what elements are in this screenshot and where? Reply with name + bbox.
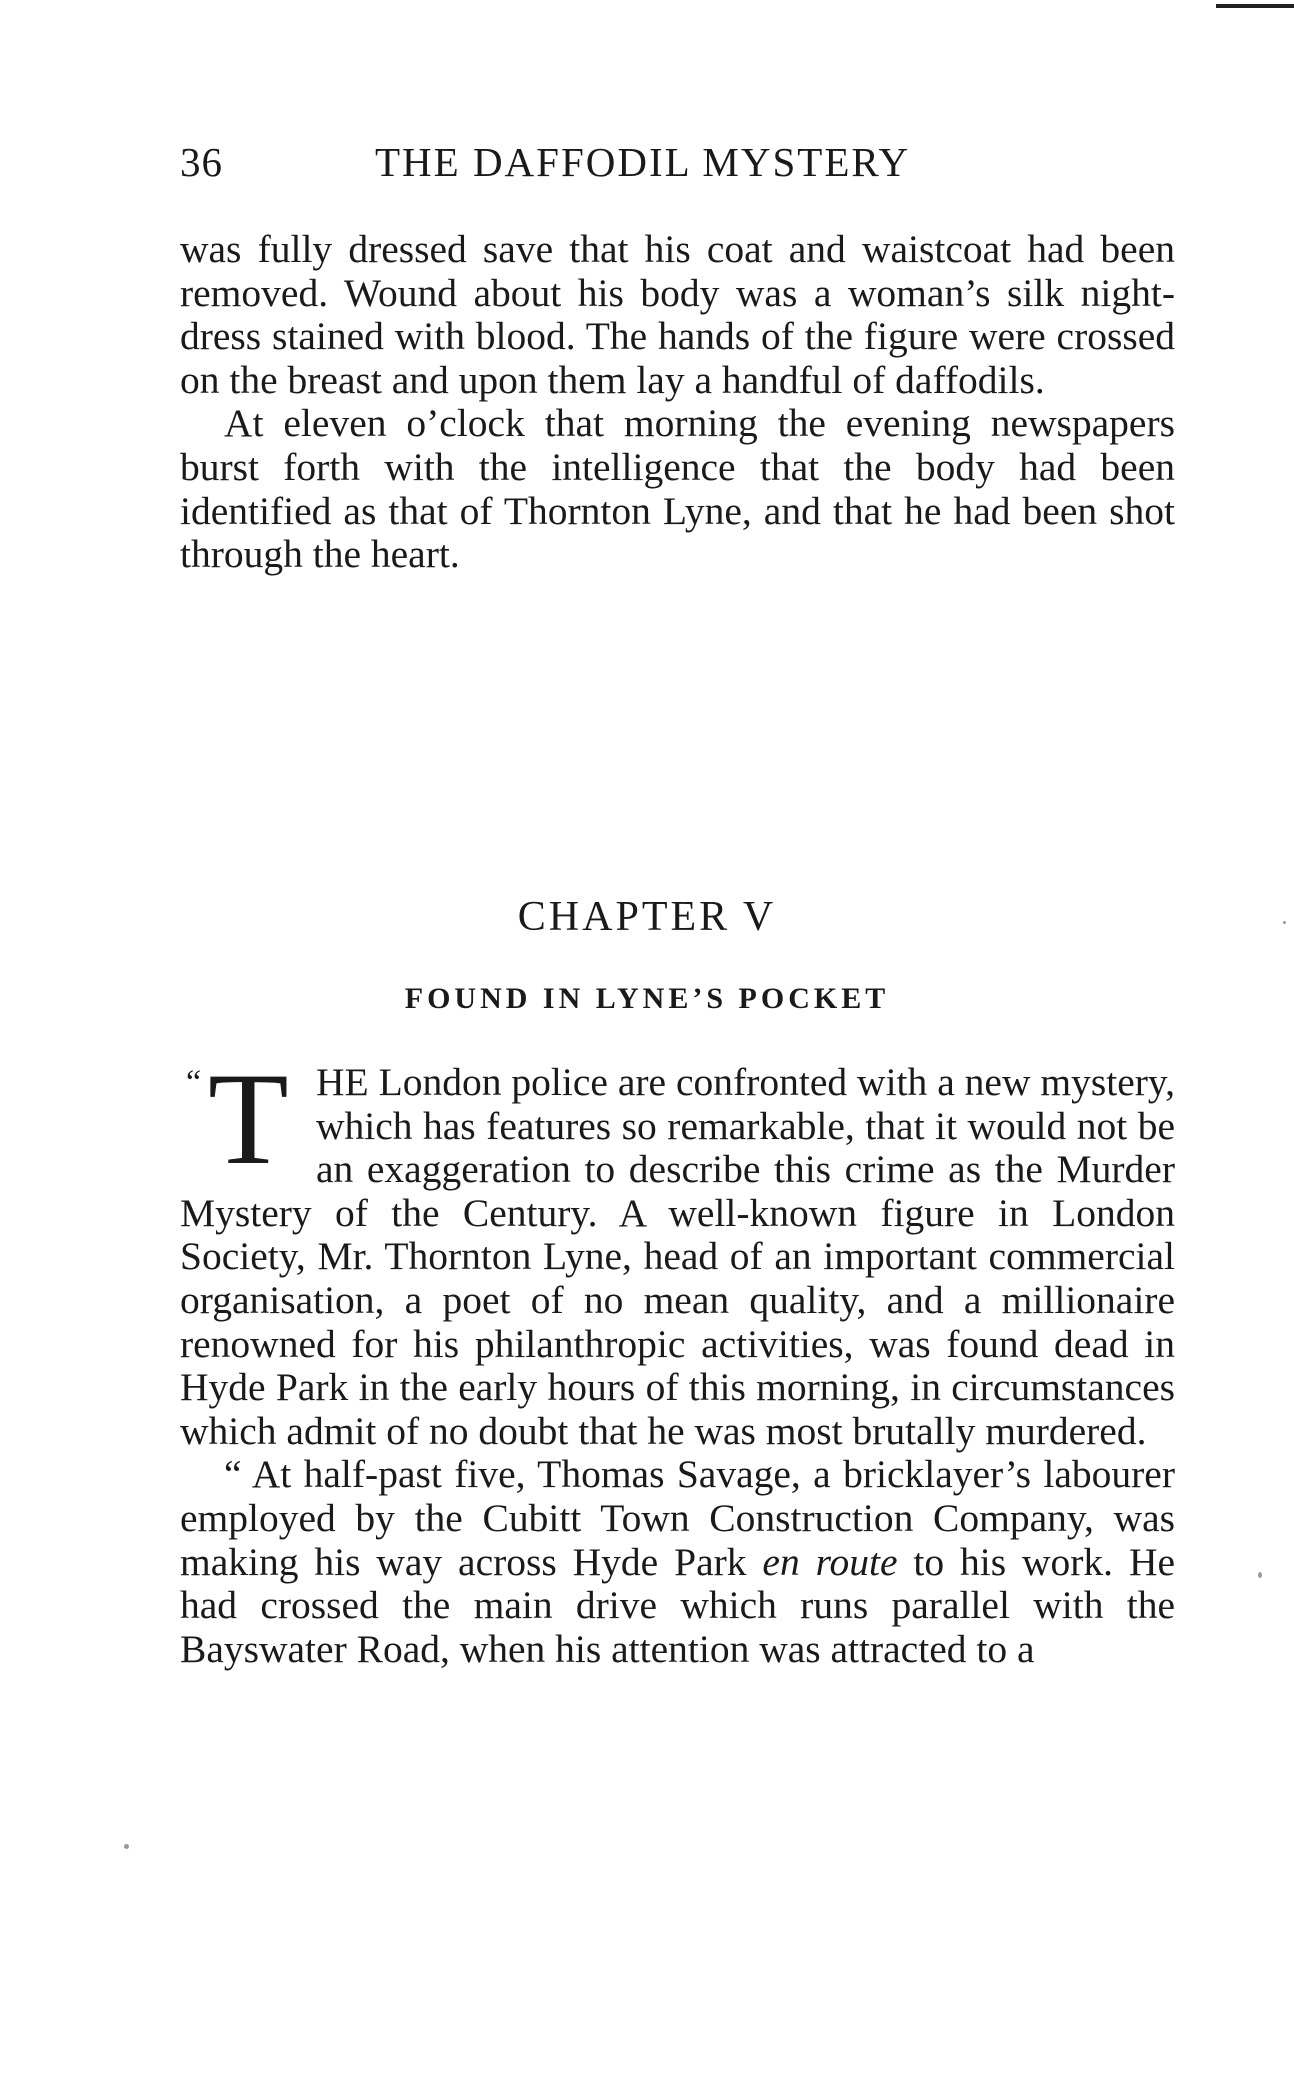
scan-speck [1258, 1572, 1262, 1578]
italic-en-route: en route [762, 1539, 898, 1584]
opening-paragraph [180, 1045, 1175, 1453]
opening-paragraph-text: HE London police are confronted with a new mystery, which has features so remarkable, that it would not be an exaggeration to describe this crime as the Murder Mystery of the Century. A well-known figure in London Society, Mr. Thornton Lyne, head of an important commercial organisation, a poet of no mean quality, and a millionaire renowned for his philanthropic activities, was found dead in Hyde Park in the early hours of this morning, in circumstances which admit of no doubt that he was most brutally murdered. [180, 1060, 1175, 1453]
opening-quote-mark: “ [186, 1064, 202, 1101]
scan-speck [124, 1844, 129, 1849]
running-title: THE DAFFODIL MYSTERY [375, 139, 911, 185]
chapter-title: CHAPTER V [517, 894, 777, 940]
page-header [180, 138, 1180, 198]
drop-cap: T [208, 1045, 289, 1192]
newspaper-paragraph: At eleven o’clock that morning the evening newspapers burst forth with the intelligence that the body had been identified as that of Thornton Lyne, and that he had been shot through the heart. [180, 401, 1175, 577]
chapter-body [180, 1045, 1175, 1671]
continued-paragraph: was fully dressed save that his coat and waistcoat had been removed. Wound about his body was a woman’s silk night-dress stained with blood. The hands of the figure were crossed on the breast and upon them lay a handful of daffodils. [180, 227, 1175, 402]
scan-edge-mark [1216, 4, 1294, 8]
previous-chapter-ending [180, 228, 1175, 577]
savage-text-start: “ At half-past five, Thomas Savage, a bricklayer’s labourer employed by the Cubitt Town Construction Company, was making his way across Hyde Park [180, 1452, 1175, 1584]
savage-paragraph [180, 1453, 1175, 1671]
chapter-subtitle: FOUND IN LYNE’S POCKET [404, 982, 890, 1015]
page-number: 36 [180, 139, 223, 185]
scan-speck [1283, 921, 1286, 924]
savage-text-end: to his work. He had crossed the main drive which runs parallel with the Bayswater Road, when his attention was attracted to a [180, 1539, 1175, 1671]
